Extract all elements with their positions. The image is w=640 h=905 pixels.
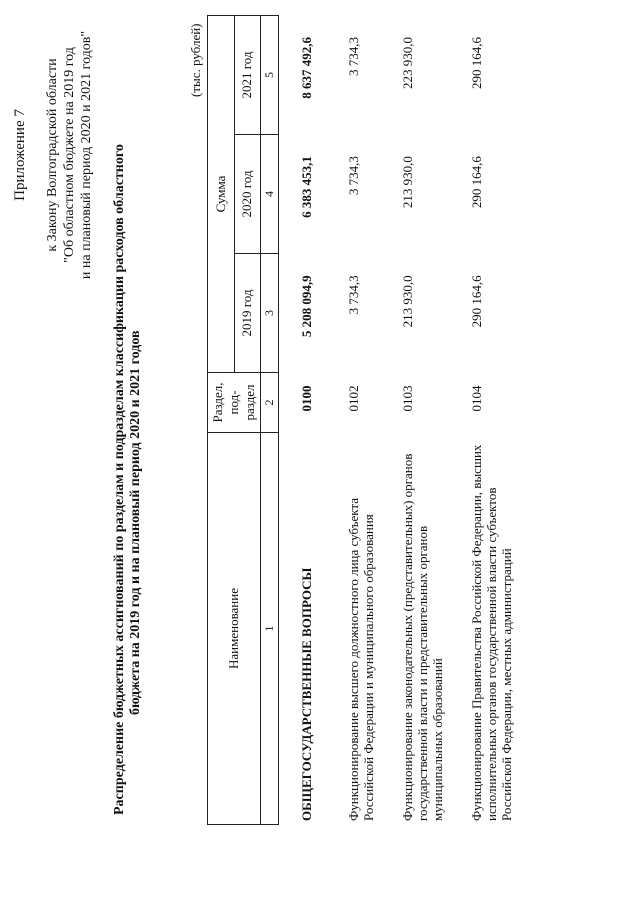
row-value-2021: 290 164,6 <box>469 37 484 89</box>
units-label: (тыс. рублей) <box>188 23 203 97</box>
row-value-2019: 213 930,0 <box>400 275 415 328</box>
row-code: 0104 <box>469 385 484 412</box>
table-body <box>285 15 536 825</box>
row-value-2020: 213 930,0 <box>400 156 415 209</box>
row-value-2020: 290 164,6 <box>469 156 484 209</box>
header-2020: 2020 год <box>234 135 261 254</box>
column-number: 3 <box>261 254 279 373</box>
table-header <box>207 15 279 825</box>
header-section-line-2: под- <box>226 390 241 415</box>
document-title <box>112 0 144 905</box>
header-2019: 2019 год <box>234 254 261 373</box>
row-value-2019: 5 208 094,9 <box>299 275 314 338</box>
row-name: Функционирование Правительства Российской Федерации, высших исполнительных органов государственной власти субъектов Российской Федерации, местных администраций <box>469 444 514 821</box>
row-value-2021: 223 930,0 <box>400 37 415 89</box>
row-value-2020: 3 734,3 <box>346 156 361 196</box>
table-row <box>285 15 344 825</box>
header-2021: 2021 год <box>234 15 261 134</box>
header-section-line-1: Раздел, <box>210 382 225 423</box>
row-name: Функционирование законодательных (представительных) органов государственной власти и представительных органов муниципальных образований <box>400 453 445 821</box>
row-value-2019: 290 164,6 <box>469 275 484 328</box>
row-name: ОБЩЕГОСУДАРСТВЕННЫЕ ВОПРОСЫ <box>299 567 314 821</box>
row-code: 0103 <box>400 385 415 412</box>
row-value-2020: 6 383 453,1 <box>299 156 314 218</box>
law-reference <box>44 5 95 305</box>
title-line-2: бюджета на 2019 год и на плановый период 2020 и 2021 годов <box>128 330 143 715</box>
row-code: 0100 <box>299 385 314 412</box>
column-number: 5 <box>261 15 279 134</box>
header-sum: Сумма <box>208 15 235 372</box>
column-number: 1 <box>261 433 279 825</box>
header-section-line-3: раздел <box>242 384 257 421</box>
column-number: 2 <box>261 373 279 433</box>
row-name: Функционирование высшего должностного лица субъекта Российской Федерации и муниципального образования <box>346 498 376 821</box>
row-value-2021: 3 734,3 <box>346 37 361 76</box>
table-row <box>398 15 467 825</box>
appendix-label: Приложение 7 <box>12 109 28 201</box>
row-value-2021: 8 637 492,6 <box>299 37 314 99</box>
row-code: 0102 <box>346 385 361 412</box>
law-line-1: к Закону Волгоградской области <box>45 58 60 252</box>
table-row <box>467 15 536 825</box>
row-value-2019: 3 734,3 <box>346 275 361 315</box>
header-name: Наименование <box>208 433 261 825</box>
table-row <box>344 15 398 825</box>
law-line-3: и на плановый период 2020 и 2021 годов" <box>79 30 94 280</box>
column-number: 4 <box>261 135 279 254</box>
header-section <box>208 373 261 433</box>
title-line-1: Распределение бюджетных ассигнований по разделам и подразделам классификации расходов областного <box>112 144 127 815</box>
law-line-2: "Об областном бюджете на 2019 год <box>62 47 77 263</box>
